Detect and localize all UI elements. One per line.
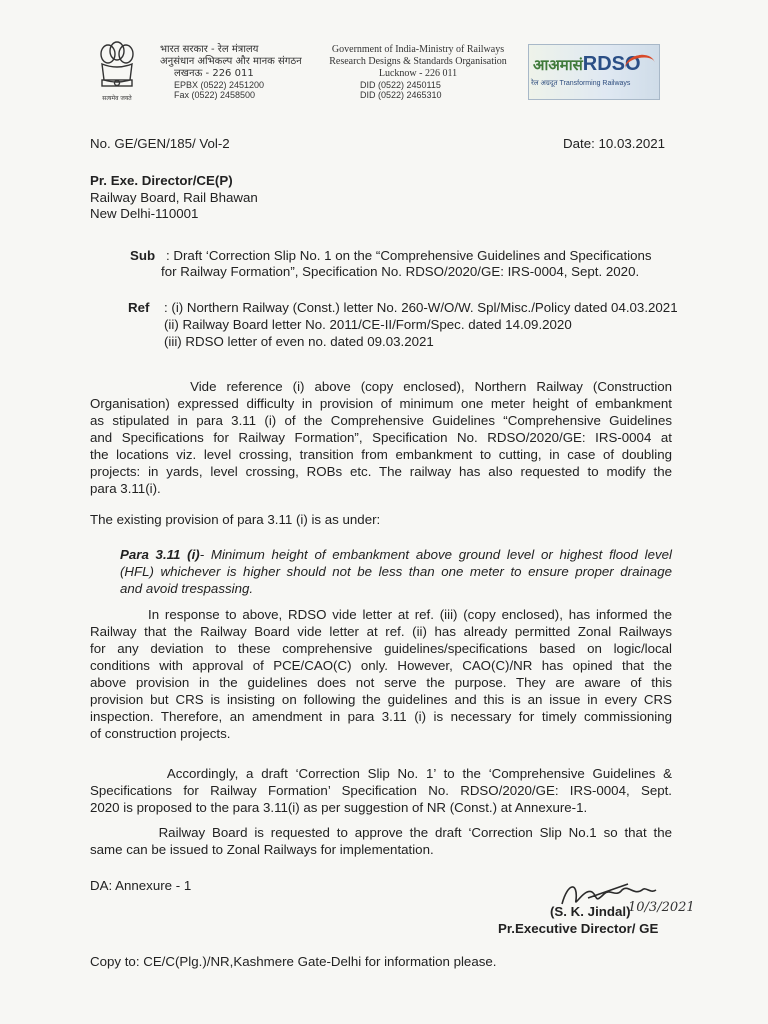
quote-line-1 xyxy=(120,546,672,563)
paragraph-line: provision but CRS is insisting on following the guidelines and this is an issue in every CRS xyxy=(90,692,672,707)
address-line-1: Railway Board, Rail Bhawan xyxy=(90,190,258,205)
quoted-provision xyxy=(120,546,672,597)
enclosure-note: DA: Annexure - 1 xyxy=(90,878,192,893)
paragraph-line: of construction projects. xyxy=(90,726,231,741)
existing-provision-intro: The existing provision of para 3.11 (i) is as under: xyxy=(90,512,381,527)
hindi-fax: Fax (0522) 2458500 xyxy=(174,90,256,100)
rdso-logo xyxy=(528,44,660,100)
paragraph-line: In response to above, RDSO vide letter at ref. (iii) (copy enclosed), has informed the xyxy=(90,607,672,622)
national-emblem-icon xyxy=(94,40,140,106)
paragraph-1 xyxy=(90,378,672,497)
paragraph-line: Organisation) expressed difficulty in provision of minimum one meter height of embankment xyxy=(90,396,672,411)
letter-reference-number: No. GE/GEN/185/ Vol-2 xyxy=(90,136,230,151)
logo-tagline: रेल अग्रदूत Transforming Railways xyxy=(531,80,631,87)
copy-to: Copy to: CE/C(Plg.)/NR,Kashmere Gate-Delhi for information please. xyxy=(90,954,497,969)
paragraph-line: above provision in the guidelines does not serve the purpose. They are aware of this xyxy=(90,675,672,690)
hindi-line-2: अनुसंधान अभिकल्प और मानक संगठन xyxy=(160,56,302,67)
signatory-designation: Pr.Executive Director/ GE xyxy=(498,921,659,936)
signatory-name: (S. K. Jindal) xyxy=(550,904,631,919)
paragraph-3 xyxy=(90,765,672,816)
paragraph-line: Specifications for Railway Formation’ Specification No. RDSO/2020/GE: IRS-0004, Sept. xyxy=(90,783,672,798)
addressee: Pr. Exe. Director/CE(P) xyxy=(90,173,233,188)
paragraph-line: 2020 is proposed to the para 3.11(i) as per suggestion of NR (Const.) at Annexure-1. xyxy=(90,800,588,815)
letter-date: Date: 10.03.2021 xyxy=(563,136,666,151)
eng-did-2: DID (0522) 2465310 xyxy=(360,90,442,100)
logo-text: RDSO xyxy=(582,53,641,75)
paragraph-line: Vide reference (i) above (copy enclosed), Northern Railway (Construction xyxy=(90,379,672,394)
letterhead-english xyxy=(318,44,518,100)
eng-line-1: Government of India-Ministry of Railways xyxy=(331,44,505,55)
signature-date: 10/3/2021 xyxy=(628,900,695,915)
reference-1: : (i) Northern Railway (Const.) letter No. 260-W/O/W. Spl/Misc./Policy dated 04.03.2021 xyxy=(164,300,678,315)
quote-line-3: and avoid trespassing. xyxy=(120,581,254,596)
paragraph-line: conditions with approval of PCE/CAO(C) only. However, CAO(C)/NR has opined that the xyxy=(90,658,672,673)
hindi-epbx: EPBX (0522) 2451200 xyxy=(174,80,265,90)
reference-3: (iii) RDSO letter of even no. dated 09.03.2021 xyxy=(164,334,434,349)
paragraph-2 xyxy=(90,606,672,742)
eng-line-3: Lucknow - 226 011 xyxy=(378,68,458,79)
paragraph-line: para 3.11(i). xyxy=(90,481,161,496)
quote-line-2: (HFL) whichever is higher should not be less than one meter to ensure proper drainage xyxy=(120,564,672,579)
logo-hindi: आअमासं xyxy=(533,56,583,74)
reference-label: Ref xyxy=(128,300,150,315)
hindi-line-1: भारत सरकार - रेल मंत्रालय xyxy=(160,44,259,55)
paragraph-line: Railway that the Railway Board vide letter at ref. (ii) has already permitted Zonal Railways xyxy=(90,624,672,639)
address-line-2: New Delhi-110001 xyxy=(90,206,199,221)
emblem-caption: सत्यमेव जयते xyxy=(102,95,132,102)
paragraph-line: the locations viz. level crossing, transition from embankment to cutting, in case of doubling xyxy=(90,447,672,462)
quote-label: Para 3.11 (i) xyxy=(120,547,200,562)
paragraph-line: same can be issued to Zonal Railways for implementation. xyxy=(90,842,434,857)
eng-did-1: DID (0522) 2450115 xyxy=(360,80,441,90)
eng-line-2: Research Designs & Standards Organisation xyxy=(329,56,507,67)
hindi-line-3: लखनऊ - 226 011 xyxy=(174,68,254,79)
subject-label: Sub xyxy=(130,248,156,263)
letterhead-hindi xyxy=(160,44,302,100)
paragraph-line: inspection. Therefore, an amendment in para 3.11 (i) is necessary for timely commissioning xyxy=(90,709,672,724)
paragraph-line: and Specifications for Railway Formation”, Specification No. RDSO/2020/GE: IRS-0004 at xyxy=(90,430,672,445)
paragraph-line: for any deviation to these comprehensive guidelines/specifications based on logic/local xyxy=(90,641,672,656)
paragraph-line: Railway Board is requested to approve the draft ‘Correction Slip No.1 so that the xyxy=(90,825,672,840)
paragraph-line: Accordingly, a draft ‘Correction Slip No. 1’ to the ‘Comprehensive Guidelines & xyxy=(90,766,672,781)
paragraph-4 xyxy=(90,824,672,858)
subject-line-1: : Draft ‘Correction Slip No. 1 on the “Comprehensive Guidelines and Specifications xyxy=(166,248,652,263)
reference-2: (ii) Railway Board letter No. 2011/CE-II/Form/Spec. dated 14.09.2020 xyxy=(164,317,572,332)
quote-text-1: - Minimum height of embankment above ground level or highest flood level xyxy=(199,547,672,562)
subject-line-2: for Railway Formation”, Specification No. RDSO/2020/GE: IRS-0004, Sept. 2020. xyxy=(161,264,640,279)
paragraph-line: as stipulated in para 3.11 (i) of the Comprehensive Guidelines “Comprehensive Guidelines xyxy=(90,413,672,428)
paragraph-line: projects: in yards, level crossing, ROBs etc. The railway has also requested to modify the xyxy=(90,464,672,479)
